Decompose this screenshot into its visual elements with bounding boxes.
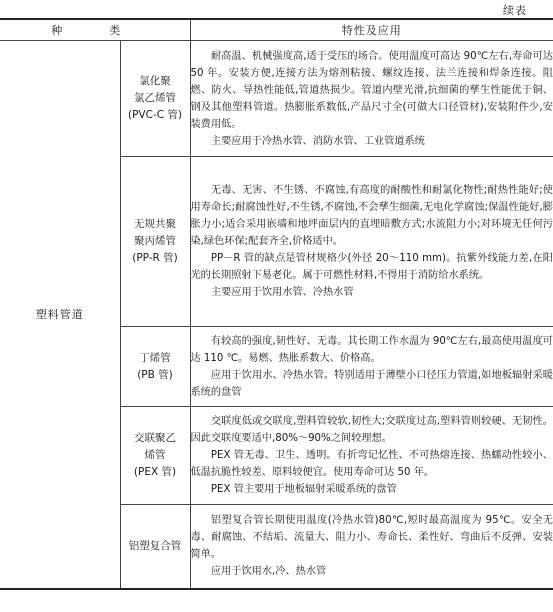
continued-label: 续表 <box>503 4 527 17</box>
table-row-pvc-c <box>0 41 553 157</box>
pipe-description: 耐高温、机械强度高,适于受压的场合。使用温度可高达 90℃左右,寿命可达 50 年。安装方便,连接方法为熔剂粘接、螺纹连接、法兰连接和焊条连接。阻燃、防火、导热性能低,管道热损少。管道内壁光滑,抗细菌的孳生性能优于铜、钢及其他塑料管道。热膨胀系数低,产品尺寸全(可做大口径管材),安装附件少,安装费用低。 主要应用于冷热水管、消防水管、工业管道系统 <box>190 41 553 157</box>
pipe-description: 铝塑复合管长期使用温度(冷热水管)80℃,短时最高温度为 95℃。安全无毒、耐腐蚀、不结垢、流量大、阻力小、寿命长、柔性好、弯曲后不反弹、安装简单。 应用于饮用水,冷、热水管 <box>190 505 553 589</box>
pipe-type-name: 无规共聚 聚丙烯管 (PP-R 管) <box>120 157 190 327</box>
pipe-type-name: 交联聚乙 烯管 (PEX 管) <box>120 407 190 505</box>
pipe-type-name: 氯化聚 氯乙烯管 (PVC-C 管) <box>120 41 190 157</box>
header-kind: 种 类 <box>0 19 190 41</box>
category-plastic-pipe: 塑料管道 <box>0 41 120 589</box>
pipe-description: 交联度低或交联度,塑料管较软,韧性大;交联度过高,塑料管则较硬、无韧性。因此交联度要适中,80%～90%之间较理想。 PEX 管无毒、卫生、透明。有折弯记忆性、不可热熔连接、热蠕动性较小、低温抗脆性较差、原料较便宜。使用寿命可达 50 年。 PEX 管主要用于地板辐射采暖系统的盘管 <box>190 407 553 505</box>
pipe-description: 有较高的强度,韧性好、无毒。其长期工作水温为 90℃左右,最高使用温度可达 110 ℃。易燃、热胀系数大、价格高。 应用于饮用水、冷热水管。特别适用于薄壁小口径压力管道,如地板辐射采暖系统的盘管 <box>190 327 553 407</box>
header-properties: 特性及应用 <box>190 19 553 41</box>
pipe-type-name: 丁烯管 (PB 管) <box>120 327 190 407</box>
pipe-description: 无毒、无害、不生锈、不腐蚀,有高度的耐酸性和耐氯化物性;耐热性能好;使用寿命长;耐腐蚀性好,不生锈,不腐蚀,不会孳生细菌,无电化学腐蚀;保温性能好,膨胀力小;适合采用嵌墙和地坪面层内的直埋暗敷方式;水流阻力小;对环境无任何污染,绿色环保;配套齐全,价格适中。 PP－R 管的缺点是管材规格少(外径 20～110 mm)。抗紫外线能力差,在阳光的长期照射下易老化。属于可燃性材料,不得用于消防给水系统。 主要应用于饮用水管、冷热水管 <box>190 157 553 327</box>
table-header-row <box>0 19 553 41</box>
pipe-properties-table <box>0 18 553 590</box>
pipe-type-name: 铝塑复合管 <box>120 505 190 589</box>
